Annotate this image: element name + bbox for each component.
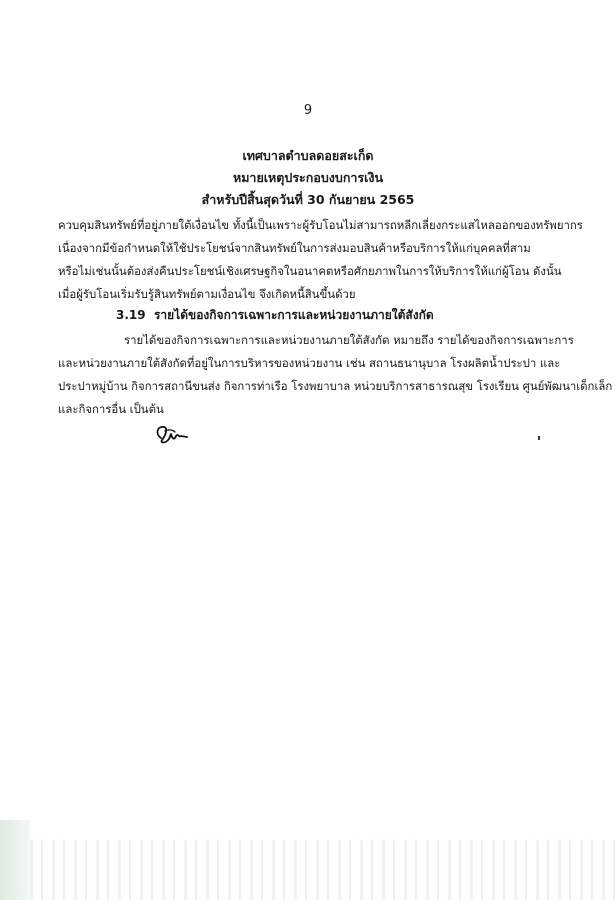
- section-title: รายได้ของกิจการเฉพาะการและหน่วยงานภายใต้สังกัด: [153, 308, 434, 322]
- page-number: 9: [303, 103, 313, 118]
- scan-bleed-through: [30, 840, 616, 900]
- paragraph-line: รายได้ของกิจการเฉพาะการและหน่วยงานภายใต้สังกัด หมายถึง รายได้ของกิจการเฉพาะการ: [124, 333, 574, 347]
- paragraph-line: ประปาหมู่บ้าน กิจการสถานีขนส่ง กิจการท่าเรือ โรงพยาบาล หน่วยบริการสาธารณสุข โรงเรียน ศูนย์พัฒนาเด็กเล็ก: [58, 379, 613, 393]
- paragraph-line: และกิจการอื่น เป็นต้น: [58, 402, 164, 416]
- scan-edge-shadow: [0, 820, 30, 900]
- organization-name: เทศบาลตำบลดอยสะเก็ด: [242, 148, 374, 163]
- paragraph-line: เนื่องจากมีข้อกำหนดให้ใช้ประโยชน์จากสินทรัพย์ในการส่งมอบสินค้าหรือบริการให้แก่บุคคลที่สาม: [58, 241, 531, 255]
- paragraph-subsidiary-income: [58, 329, 613, 421]
- ink-mark: [538, 436, 540, 440]
- section-heading: [116, 306, 434, 325]
- fiscal-period: สำหรับปีสิ้นสุดวันที่ 30 กันยายน 2565: [201, 192, 415, 207]
- paragraph-asset-control: [58, 214, 583, 306]
- paragraph-line: ควบคุมสินทรัพย์ที่อยู่ภายใต้เงื่อนไข ทั้งนี้เป็นเพราะผู้รับโอนไม่สามารถหลีกเลี่ยงกระแสไหลออกของทรัพยากร: [58, 218, 583, 232]
- paragraph-line: หรือไม่เช่นนั้นต้องส่งคืนประโยชน์เชิงเศรษฐกิจในอนาคตหรือศักยภาพในการให้บริการให้แก่ผู้โอน ดังนั้น: [58, 264, 562, 278]
- section-number: 3.19: [116, 308, 146, 322]
- document-header: [0, 145, 616, 211]
- signature-icon: [153, 420, 189, 450]
- paragraph-line: และหน่วยงานภายใต้สังกัดที่อยู่ในการบริหารของหน่วยงาน เช่น สถานธนานุบาล โรงผลิตน้ำประปา และ: [58, 356, 561, 370]
- document-title: หมายเหตุประกอบงบการเงิน: [232, 170, 384, 185]
- paragraph-line: เมื่อผู้รับโอนเริ่มรับรู้สินทรัพย์ตามเงื่อนไข จึงเกิดหนี้สินขึ้นด้วย: [58, 287, 356, 301]
